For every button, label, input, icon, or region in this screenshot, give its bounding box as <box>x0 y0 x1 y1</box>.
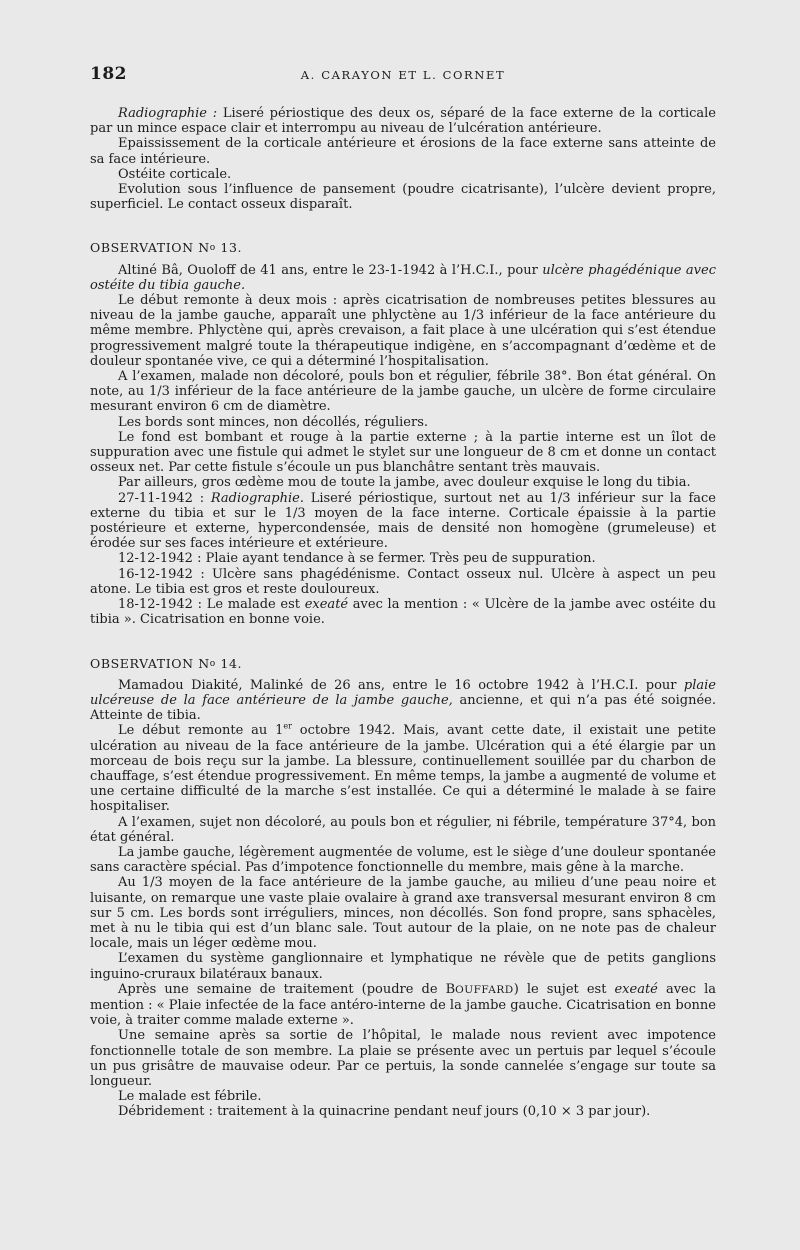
paragraph: La jambe gauche, légèrement augmentée de volume, est le siège d’une douleur spontanée sans caractère spécial. Pas d’impotence fonctionnelle du membre, mais gêne à la marche. <box>90 844 716 876</box>
paragraph: A l’examen, sujet non décoloré, au pouls bon et régulier, ni fébrile, température 37°4, bon état général. <box>90 814 716 845</box>
page-number: 182 <box>90 64 127 84</box>
small-caps-name: OUFFARD <box>455 983 514 996</box>
text: Altiné Bâ, Ouoloff de 41 ans, entre le 23-1-1942 à l’H.C.I., pour <box>118 262 543 278</box>
observation-heading-13 <box>90 240 716 256</box>
italic-label: Radiographie : <box>118 106 218 121</box>
paragraph: 12-12-1942 : Plaie ayant tendance à se fermer. Très peu de suppuration. <box>118 551 596 567</box>
heading-text: OBSERVATION N <box>90 240 210 256</box>
paragraph: Par ailleurs, gros œdème mou de toute la jambe, avec douleur exquise le long du tibia. <box>118 475 691 491</box>
heading-degree: o <box>209 658 216 669</box>
paragraph: Le malade est fébrile. <box>118 1089 262 1105</box>
italic-text: Radiographie. <box>210 490 304 506</box>
heading-text: OBSERVATION N <box>90 655 210 671</box>
paragraph <box>90 106 716 136</box>
paragraph: Les bords sont minces, non décollés, réguliers. <box>118 414 429 430</box>
text: Liseré périostique des deux os, séparé de la face externe de la corticale par un mince espace clair et interrompu au niveau de l’ulcération antérieure. <box>90 106 716 137</box>
italic-text: plaie ulcéreuse de la face antérieure de la jambe gauche, <box>90 677 716 708</box>
paragraph: Ostéite corticale. <box>118 166 232 182</box>
paragraph: Le fond est bombant et rouge à la partie externe ; à la partie interne est un îlot de suppuration avec une fistule qui admet le stylet sur une longueur de 8 cm et donne un contact osseux net. Par cette fistule s’écoule un pus blanchâtre sentant très mauvais. <box>90 429 716 476</box>
superscript: er <box>283 721 292 731</box>
paragraph: Le début remonte à deux mois : après cicatrisation de nombreuses petites blessures au niveau de la jambe gauche, apparaît une phlyctène au 1/3 inférieur de la face antérieure du même membre. Phlyctène qui, après crevaison, a fait place à une ulcération qui s’est étendue progressivement malgré toute la thérapeutique indigène, en s’accompagnant d’œdème et de douleur spontanée vive, ce qui a déterminé l’hospitalisation. <box>90 293 716 369</box>
paragraph <box>90 678 716 724</box>
text: 27-11-1942 : <box>118 490 211 506</box>
page-header <box>90 64 716 90</box>
paragraph: A l’examen, malade non décoloré, pouls bon et régulier, fébrile 38°. Bon état général. On note, au 1/3 inférieur de la face antérieure de la jambe gauche, un ulcère de forme circulaire mesurant environ 6 cm de diamètre. <box>90 369 716 415</box>
observation-heading-14 <box>90 656 716 672</box>
paragraph <box>90 982 716 1029</box>
text: ) le sujet est <box>513 981 615 997</box>
text: Le début remonte au 1 <box>118 723 284 739</box>
italic-text: exeaté <box>614 981 658 997</box>
paragraph <box>90 263 716 293</box>
paragraph <box>90 597 716 627</box>
text: Liseré périostique, surtout net au 1/3 inférieur sur la face externe du tibia et sur le 1/3 moyen de la face interne. Corticale épaissie à la partie postérieure et externe, hypercondensée, mais de densité non homogène (grumeleuse) et érodée sur ses faces intérieure et extérieure. <box>90 490 716 552</box>
paragraph: Au 1/3 moyen de la face antérieure de la jambe gauche, au milieu d’une peau noire et luisante, on remarque une vaste plaie ovalaire à grand axe transversal mesurant environ 8 cm sur 5 cm. Les bords sont irréguliers, minces, non décollés. Son fond propre, sans sphacèles, met à nu le tibia qui est d’un blanc sale. Tout autour de la plaie, on ne note pas de chaleur locale, mais un léger œdème mou. <box>90 875 716 952</box>
paragraph: 16-12-1942 : Ulcère sans phagédénisme. Contact osseux nul. Ulcère à aspect un peu atone. Le tibia est gros et reste douloureux. <box>90 566 716 597</box>
paragraph: Débridement : traitement à la quinacrine pendant neuf jours (0,10 × 3 par jour). <box>118 1104 651 1120</box>
paragraph: Une semaine après sa sortie de l’hôpital, le malade nous revient avec impotence fonctionnelle totale de son membre. La plaie se présente avec un pertuis par lequel s’écoule un pus grisâtre de mauvaise odeur. Par ce pertuis, la sonde cannelée s’engage sur toute sa longueur. <box>90 1028 716 1089</box>
heading-number: 14. <box>215 655 243 671</box>
text: avec la mention : « Ulcère de la jambe avec ostéite du tibia ». Cicatrisation en bonne voie. <box>90 597 716 628</box>
italic-text: exeaté <box>304 597 349 613</box>
paragraph: Evolution sous l’influence de pansement (poudre cicatrisante), l’ulcère devient propre, superficiel. Le contact osseux disparaît. <box>90 182 716 213</box>
text: Après une semaine de traitement (poudre de B <box>118 981 456 997</box>
paragraph <box>90 723 716 814</box>
text: avec la mention : « Plaie infectée de la face antéro-interne de la jambe gauche. Cicatrisation en bonne voie, à traiter comme malade externe ». <box>90 981 716 1029</box>
text: 18-12-1942 : Le malade est <box>118 597 305 613</box>
text: ancienne, et qui n’a pas été soignée. Atteinte de tibia. <box>90 692 716 724</box>
paragraph: L’examen du système ganglionnaire et lymphatique ne révèle que de petits ganglions inguino-cruraux bilatéraux banaux. <box>90 951 716 982</box>
heading-degree: o <box>209 243 216 254</box>
paragraph <box>90 491 716 552</box>
text: Mamadou Diakité, Malinké de 26 ans, entre le 16 octobre 1942 à l’H.C.I. pour <box>118 677 684 693</box>
text: octobre 1942. Mais, avant cette date, il existait une petite ulcération au niveau de la face antérieure de la jambe. Ulcération qui a été élargie par un morceau de bois reçu sur la jambe. La blessure, continuellement souillée par du charbon de chauffage, s’est étendue progressivement. En même temps, la jambe a augmenté de volume et une certaine difficulté de la marche s’est installée. Ce qui a déterminé le malade à se faire hospitaliser. <box>90 723 716 815</box>
italic-text: ulcère phagédénique avec ostéite du tibia gauche. <box>90 262 717 293</box>
heading-number: 13. <box>215 240 243 256</box>
article-body <box>90 106 716 1120</box>
running-head: A. CARAYON ET L. CORNET <box>300 68 506 82</box>
paragraph: Epaississement de la corticale antérieure et érosions de la face externe sans atteinte de sa face intérieure. <box>90 136 716 167</box>
